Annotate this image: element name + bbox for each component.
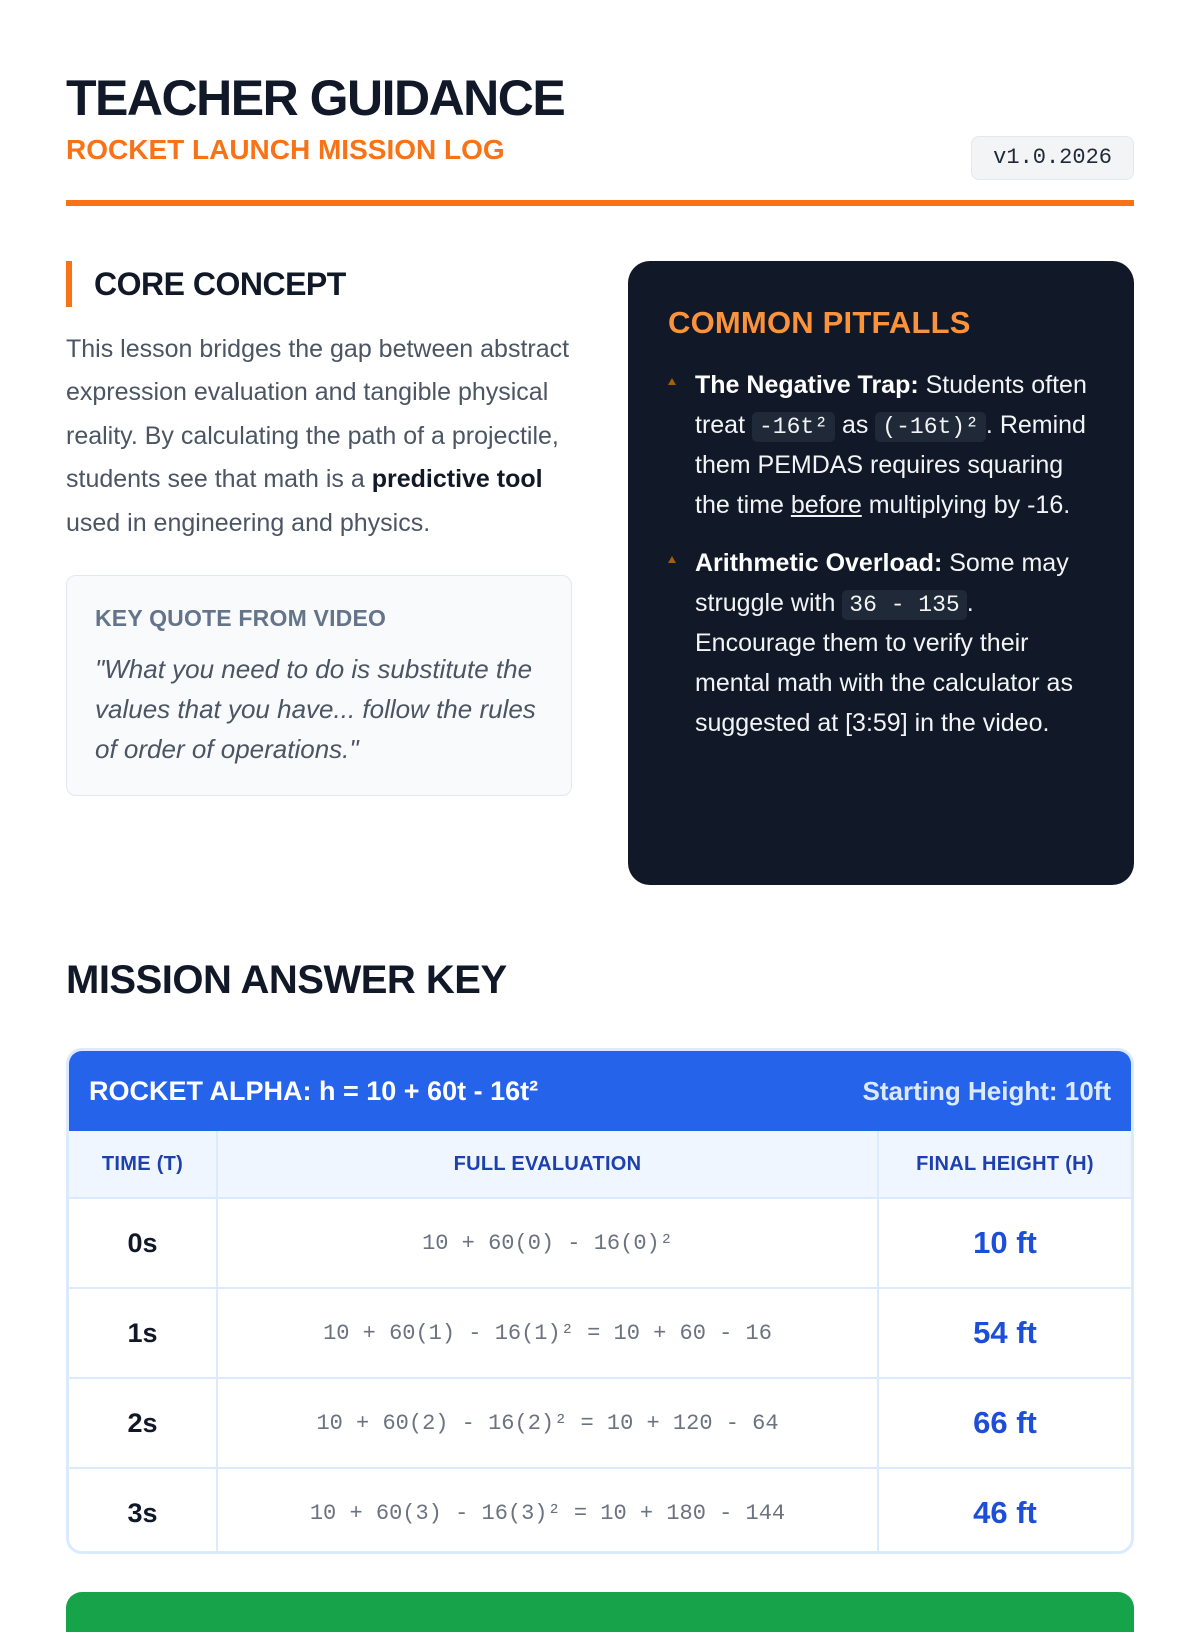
evaluation-cell: 10 + 60(1) - 16(1)² = 10 + 60 - 16 [217, 1288, 878, 1378]
rocket-equation: ROCKET ALPHA: h = 10 + 60t - 16t² [89, 1076, 539, 1106]
pitfall-title: The Negative Trap: [695, 371, 919, 399]
core-concept-section [66, 261, 574, 796]
mission-answer-key-title: MISSION ANSWER KEY [66, 958, 507, 1002]
core-body-emphasis: predictive tool [371, 465, 543, 494]
pitfall-text: . Encourage them to verify their mental math with the calculator as suggested at [3:59] in the video. [695, 589, 1073, 737]
evaluation-cell: 10 + 60(3) - 16(3)² = 10 + 180 - 144 [217, 1468, 878, 1554]
key-quote-text: "What you need to do is substitute the values that you have... follow the rules of order of operations." [95, 654, 536, 765]
table-header-row [69, 1131, 1131, 1198]
pitfall-text: . Remind them PEMDAS requires squaring the time [695, 411, 1086, 519]
starting-height: Starting Height: 10ft [862, 1076, 1111, 1106]
time-cell: 3s [69, 1468, 217, 1554]
inline-code: 36 - 135 [842, 590, 966, 620]
column-header-time: TIME (T) [69, 1131, 217, 1198]
common-pitfalls-card [628, 261, 1134, 885]
version-badge: v1.0.2026 [971, 136, 1134, 180]
page-title: TEACHER GUIDANCE [66, 70, 565, 126]
pitfall-text: multiplying by -16. [861, 491, 1071, 519]
pitfall-text: Some may struggle with [695, 549, 1069, 617]
page-subtitle: ROCKET LAUNCH MISSION LOG [66, 134, 505, 165]
evaluation-cell: 10 + 60(2) - 16(2)² = 10 + 120 - 64 [217, 1378, 878, 1468]
triangle-bullet-icon [668, 556, 676, 563]
triangle-bullet-icon [668, 378, 676, 385]
next-rocket-card-header [66, 1592, 1134, 1632]
table-row [69, 1468, 1131, 1554]
final-height-cell: 54 ft [878, 1288, 1131, 1378]
column-header-evaluation: FULL EVALUATION [217, 1131, 878, 1198]
core-concept-heading-text: CORE CONCEPT [94, 266, 346, 302]
final-height-cell: 66 ft [878, 1378, 1131, 1468]
column-header-final-height: FINAL HEIGHT (H) [878, 1131, 1131, 1198]
pitfall-text: Students often treat [695, 371, 1087, 439]
final-height-cell: 46 ft [973, 1495, 1037, 1530]
rocket-card-header [69, 1051, 1131, 1131]
header-divider [66, 200, 1134, 206]
final-height-cell: 10 ft [878, 1198, 1131, 1288]
time-cell: 1s [69, 1288, 217, 1378]
inline-code: -16t² [752, 412, 835, 442]
pitfall-text: as [835, 411, 876, 439]
table-row [69, 1378, 1131, 1468]
key-quote-box [66, 575, 572, 796]
heading-accent-bar [66, 261, 72, 307]
common-pitfalls-title: COMMON PITFALLS [668, 305, 971, 340]
pitfall-title: Arithmetic Overload: [695, 549, 943, 577]
evaluation-cell: 10 + 60(0) - 16(0)² [217, 1198, 878, 1288]
time-cell: 0s [69, 1198, 217, 1288]
pitfall-item-negative-trap [668, 365, 1094, 525]
table-row [69, 1288, 1131, 1378]
pitfall-emphasis: before [790, 491, 862, 519]
core-body-text-end: used in engineering and physics. [66, 508, 431, 537]
core-body-text-start: This lesson bridges the gap between abstract expression evaluation and tangible physical reality. By calculating the path of a projectile, students see that math is a [66, 335, 570, 494]
rocket-alpha-card [66, 1048, 1134, 1554]
core-concept-heading [66, 261, 574, 307]
table-row [69, 1198, 1131, 1288]
answer-key-table [69, 1131, 1131, 1554]
inline-code: (-16t)² [875, 412, 986, 442]
core-concept-body [66, 328, 574, 545]
time-cell: 2s [69, 1378, 217, 1468]
pitfall-item-arithmetic-overload [668, 543, 1094, 743]
key-quote-label: KEY QUOTE FROM VIDEO [95, 605, 387, 632]
